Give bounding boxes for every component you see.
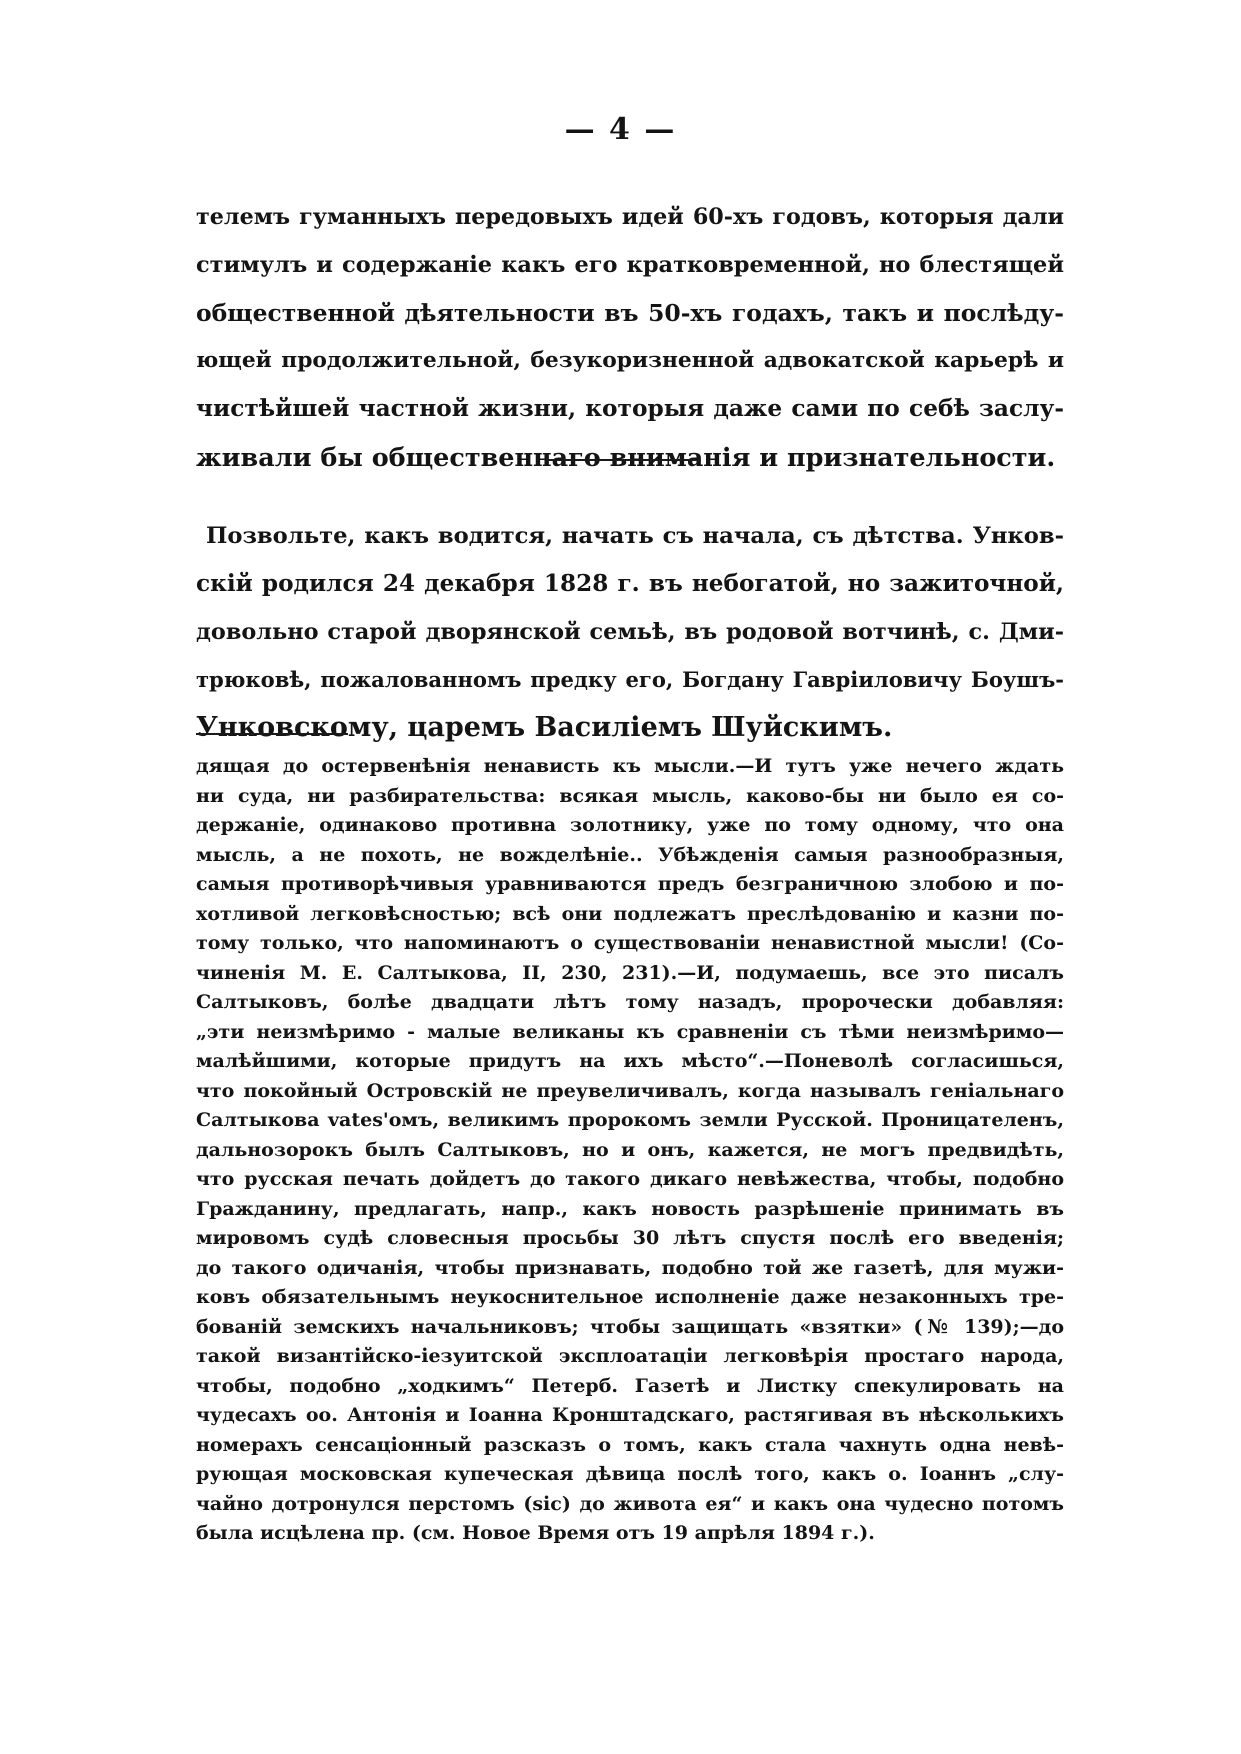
footnote-line: Салтыкова vates'омъ, великимъ пророкомъ земли Русской. Проницателенъ, — [196, 1109, 1064, 1131]
footnote-line: мысль, а не похоть, не вожделѣніе.. Убѣжденія самыя разнообразныя, — [196, 843, 1064, 866]
footnote-line: Гражданину, предлагать, напр., какъ новость разрѣшеніе принимать въ — [196, 1197, 1064, 1220]
footnote-line: хотливой легковѣсностью; всѣ они подлежатъ преслѣдованію и казни по- — [196, 902, 1064, 925]
footnote-line: бованій земскихъ начальниковъ; чтобы защищать «взятки» (№ 139);—до — [196, 1315, 1064, 1338]
footnote-line: тому только, что напоминаютъ о существованіи ненавистной мысли! (Со- — [196, 932, 1064, 954]
footnote-line: что покойный Островскій не преувеличивалъ, когда называлъ геніальнаго — [196, 1079, 1064, 1102]
text-line: трюковѣ, пожалованномъ предку его, Богдану Гавріиловичу Боушъ- — [196, 667, 1064, 692]
footnote-line: мировомъ судѣ словесныя просьбы 30 лѣтъ спустя послѣ его введенія; — [196, 1227, 1064, 1249]
text-line: чистѣйшей частной жизни, которыя даже сами по себѣ заслу- — [196, 395, 1064, 422]
footnote-line: чайно дотронулся перстомъ (sic) до живота ея“ и какъ она чудесно потомъ — [196, 1492, 1064, 1515]
footnote-line: номерахъ сенсаціонный разсказъ о томъ, какъ стала чахнуть одна невѣ- — [196, 1433, 1064, 1456]
text-line: довольно старой дворянской семьѣ, въ родовой вотчинѣ, с. Дми- — [196, 619, 1064, 645]
footnote-line: ни суда, ни разбирательства: всякая мысль, каково-бы ни было ея со- — [196, 784, 1064, 807]
footnote-line: малѣйшими, которые придутъ на ихъ мѣсто“.—Поневолѣ согласишься, — [196, 1050, 1064, 1072]
footnote-line: держаніе, одинаково противна золотнику, уже по тому одному, что она — [196, 814, 1064, 836]
footnote-line: что русская печать дойдетъ до такого дикаго невѣжества, чтобы, подобно — [196, 1168, 1064, 1190]
footnote-line: была исцѣлена пр. (см. Новое Время отъ 19 апрѣля 1894 г.). — [196, 1522, 875, 1544]
footnote-line: самыя противорѣчивыя уравниваются предъ безграничною злобою и по- — [196, 873, 1064, 895]
footnote-line: чтобы, подобно „ходкимъ“ Петерб. Газетѣ и Листку спекулировать на — [196, 1374, 1064, 1397]
text-line: стимулъ и содержаніе какъ его кратковременной, но блестящей — [196, 252, 1064, 278]
paragraph-1 — [196, 193, 1064, 481]
footnote-divider — [196, 733, 348, 735]
text-line: ющей продолжительной, безукоризненной адвокатской карьерѣ и — [196, 348, 1064, 373]
text-line: живали бы общественнаго вниманія и признательности. — [196, 442, 1056, 472]
text-line: общественной дѣятельности въ 50-хъ годахъ, такъ и послѣду- — [196, 299, 1064, 327]
text-line: телемъ гуманныхъ передовыхъ идей 60-хъ годовъ, которыя дали — [196, 204, 1064, 230]
footnote-line: чиненія М. Е. Салтыкова, II, 230, 231).—И, подумаешь, все это писалъ — [196, 961, 1064, 984]
footnote-line: „эти неизмѣримо - малые великаны къ сравненіи съ тѣми неизмѣримо— — [196, 1020, 1064, 1043]
footnote-line: дальнозорокъ былъ Салтыковъ, но и онъ, кажется, не могъ предвидѣть, — [196, 1138, 1064, 1161]
section-divider — [546, 459, 700, 461]
footnote-line: такой византійско-іезуитской эксплоатаціи легковѣрія простаго народа, — [196, 1345, 1064, 1367]
text-line: Позвольте, какъ водится, начать съ начала, съ дѣтства. Унков- — [206, 523, 1064, 549]
footnote-line: Салтыковъ, болѣе двадцати лѣтъ тому назадъ, пророчески добавляя: — [196, 991, 1064, 1013]
paragraph-2 — [196, 512, 1064, 752]
footnote-line: рующая московская купеческая дѣвица послѣ того, какъ о. Іоаннъ „слу- — [196, 1463, 1064, 1485]
footnote-line: дящая до остервенѣнія ненависть къ мысли.—И тутъ уже нечего ждать — [196, 755, 1064, 777]
footnote — [196, 752, 1064, 1549]
page-number: — 4 — — [564, 112, 677, 147]
footnote-line: ковъ обязательнымъ неукоснительное исполненіе даже незаконныхъ тре- — [196, 1286, 1064, 1308]
footnote-line: чудесахъ оо. Антонія и Іоанна Кронштадскаго, растягивая въ нѣсколькихъ — [196, 1404, 1064, 1426]
text-line: Унковскому, царемъ Василіемъ Шуйскимъ. — [196, 712, 893, 743]
footnote-line: до такого одичанія, чтобы признавать, подобно той же газетѣ, для мужи- — [196, 1256, 1064, 1279]
text-line: скій родился 24 декабря 1828 г. въ небогатой, но зажиточной, — [196, 570, 1064, 597]
